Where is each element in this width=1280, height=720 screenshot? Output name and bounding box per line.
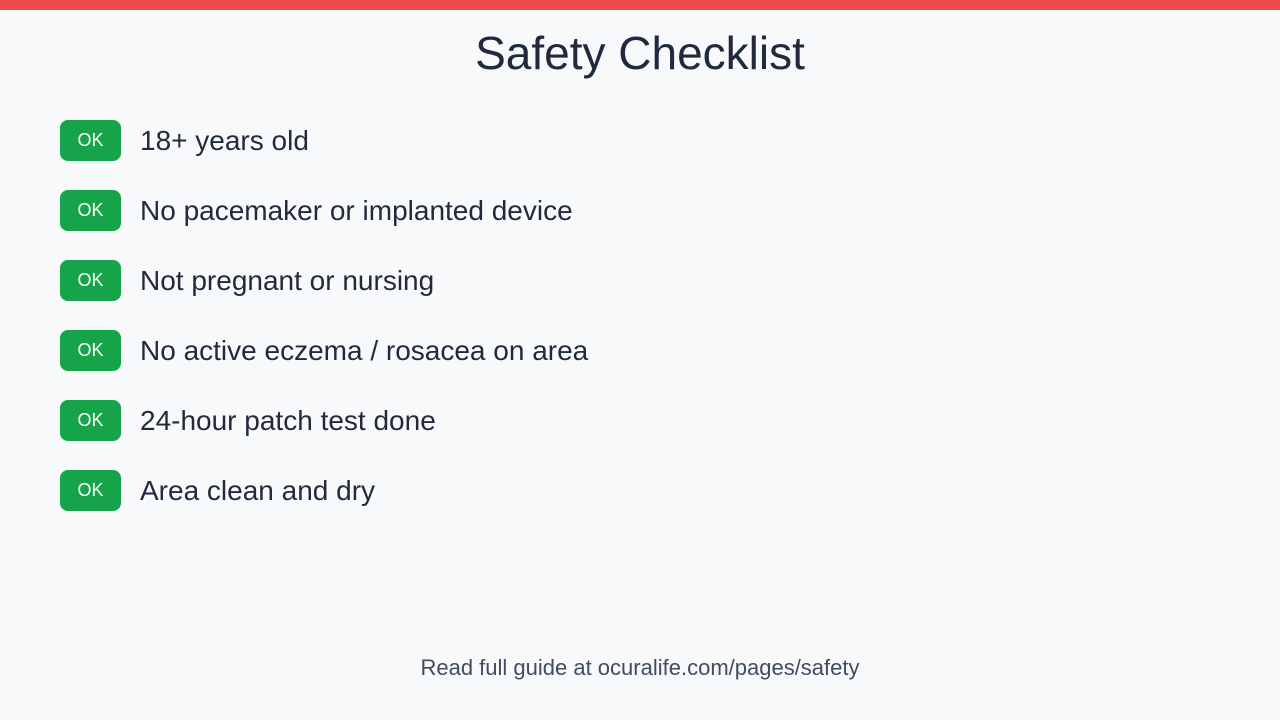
page-title: Safety Checklist [475,27,805,79]
ok-status-badge: OK [60,400,121,441]
checklist-item-label: Not pregnant or nursing [140,264,435,296]
checklist-item-label: 24-hour patch test done [140,404,436,436]
checklist-item [60,400,960,441]
checklist-item [60,190,960,231]
ok-status-badge: OK [60,470,121,511]
checklist-item [60,470,960,511]
checklist-item-label: No active eczema / rosacea on area [140,334,589,366]
checklist-item-label: No pacemaker or implanted device [140,194,573,226]
top-accent-bar [0,0,1280,10]
footer-guide-note: Read full guide at ocuralife.com/pages/safety [420,655,860,680]
ok-status-badge: OK [60,260,121,301]
checklist-item [60,260,960,301]
safety-checklist [60,120,960,540]
checklist-item [60,120,960,161]
ok-status-badge: OK [60,120,121,161]
checklist-item-label: 18+ years old [140,124,309,156]
ok-status-badge: OK [60,190,121,231]
checklist-item [60,330,960,371]
ok-status-badge: OK [60,330,121,371]
checklist-item-label: Area clean and dry [140,474,376,506]
